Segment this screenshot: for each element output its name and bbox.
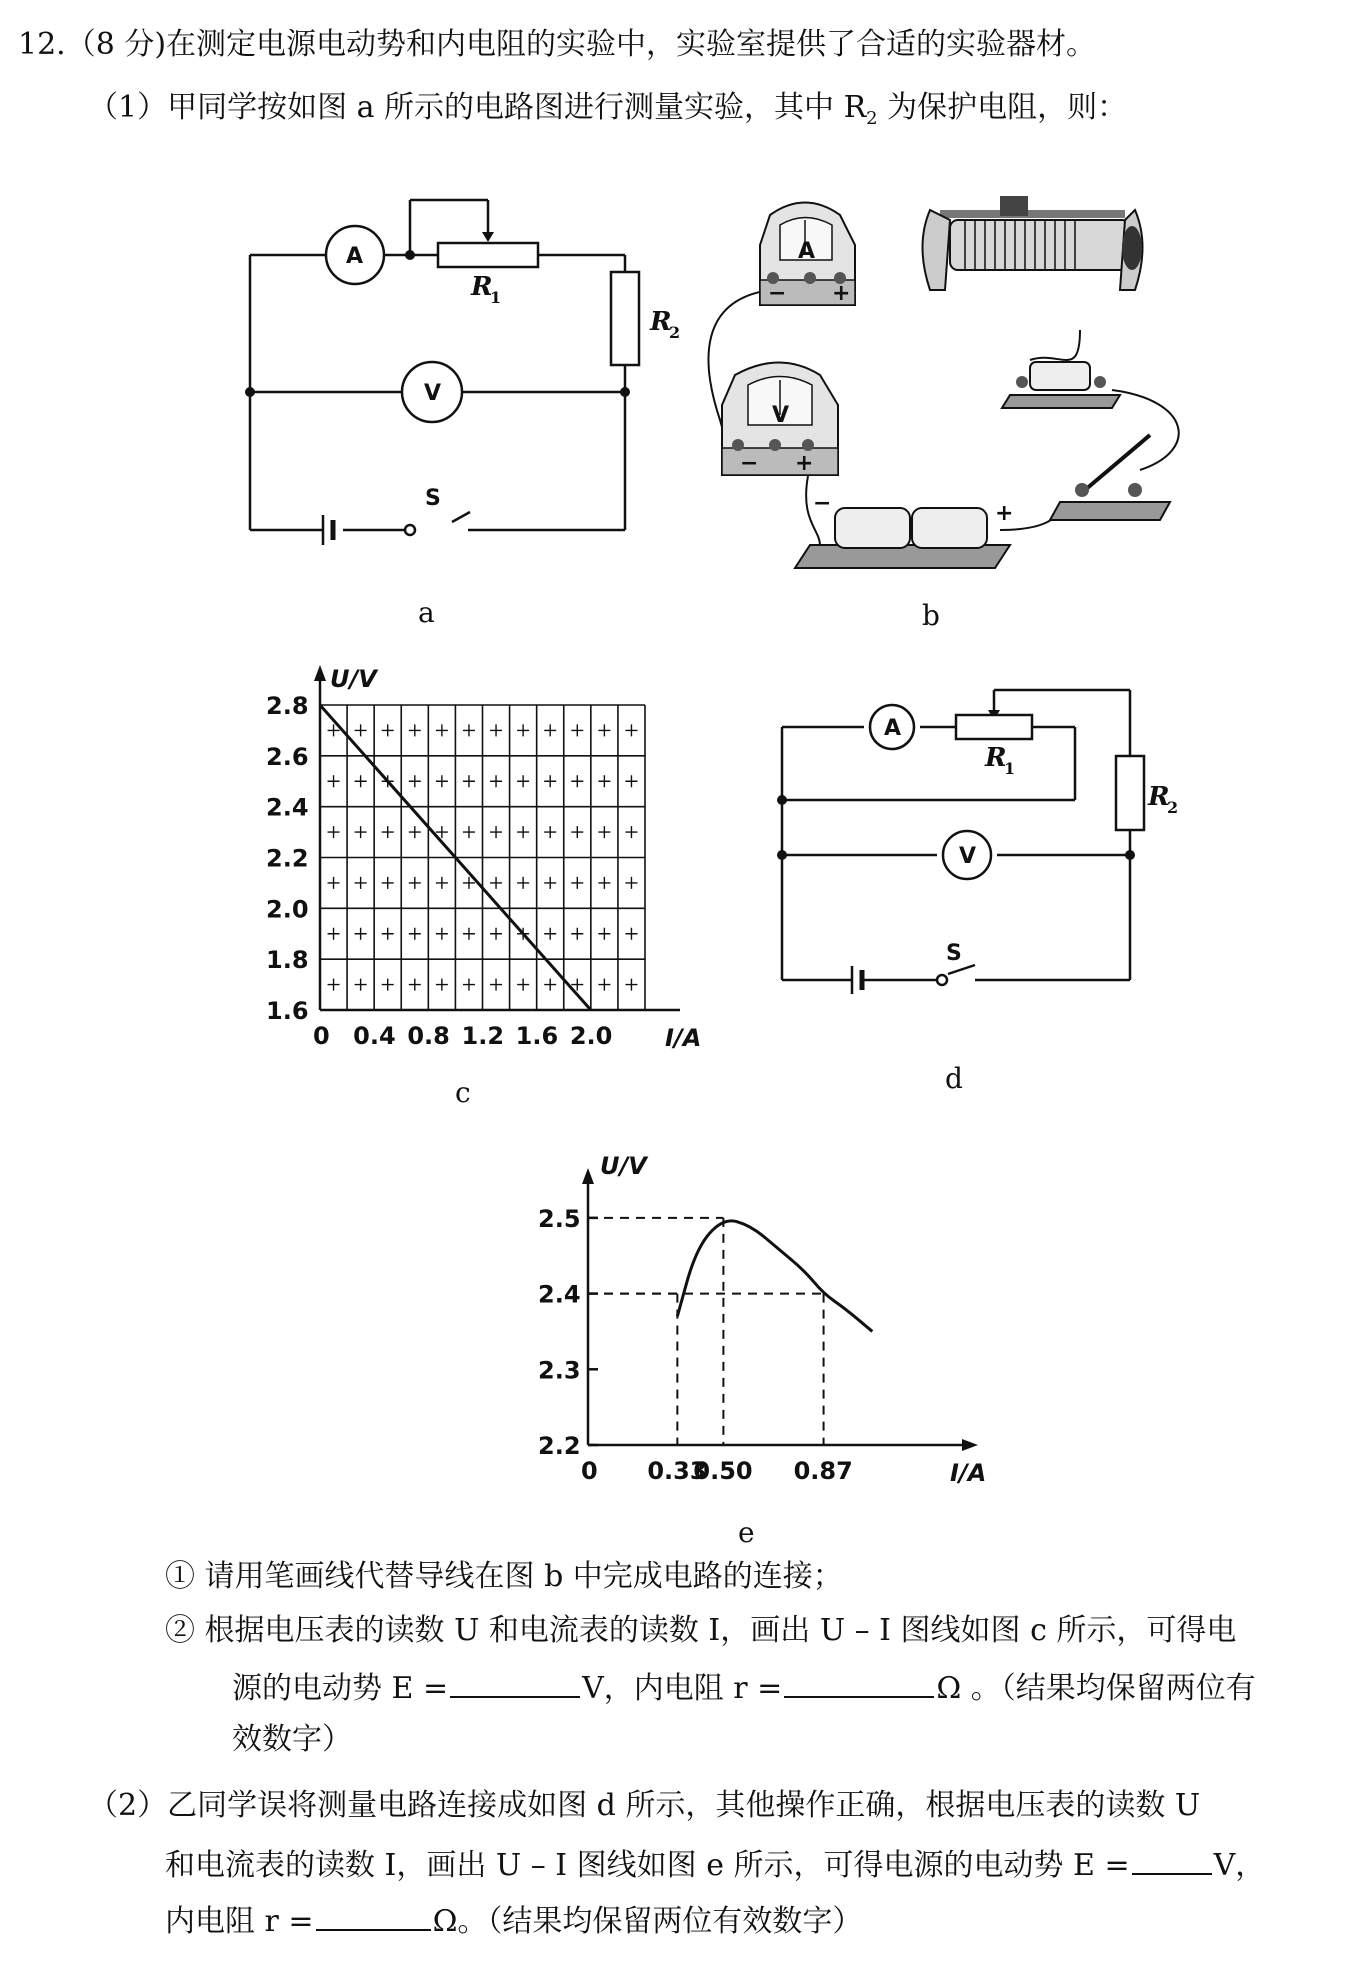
- chart-c-x-tick-label: 0: [313, 1022, 330, 1050]
- figure-a-switch-label: S: [425, 486, 441, 511]
- part-2-text-a: 和电流表的读数 I，画出 U – I 图线如图 e 所示，可得电源的电动势 E =: [165, 1848, 1130, 1883]
- chart-e-y-tick-label: 2.3: [538, 1356, 581, 1385]
- chart-e-x-tick-label: 0.50: [693, 1457, 753, 1485]
- chart-e-y-arrow: [582, 1168, 594, 1184]
- part-2-text-b: V，: [1213, 1848, 1266, 1883]
- item-2-text-c: Ω 。（结果均保留两位有: [936, 1671, 1256, 1706]
- figure-b-voltmeter-label: V: [772, 403, 790, 428]
- figure-a-ammeter-label: A: [346, 244, 364, 269]
- chart-e-y-tick-label: 2.4: [538, 1280, 581, 1309]
- item-2-text-b: V，内电阻 r =: [582, 1671, 783, 1706]
- chart-e-y-tick-label: 2.2: [538, 1432, 581, 1460]
- emf-answer-blank-1[interactable]: [450, 1666, 580, 1698]
- resistance-answer-blank-1[interactable]: [784, 1666, 934, 1698]
- figure-b-caption: b: [922, 599, 940, 632]
- figure-b-voltmeter-minus: −: [740, 451, 759, 476]
- part1-intro-text: （1）甲同学按如图 a 所示的电路图进行测量实验，其中 R: [88, 90, 867, 125]
- figure-d-r2-label: R: [1148, 782, 1170, 812]
- chart-c-caption: c: [455, 1076, 471, 1109]
- chart-c-y-tick-label: 2.8: [266, 692, 309, 720]
- figure-d-caption: d: [945, 1062, 963, 1095]
- part-2-text-d: Ω。（结果均保留两位有效数字）: [432, 1904, 863, 1939]
- figure-a-voltmeter-label: V: [424, 381, 442, 406]
- part1-intro-subscript: 2: [866, 108, 878, 129]
- chart-c-y-tick-label: 2.6: [266, 742, 309, 771]
- figure-a-r2-subscript: 2: [669, 323, 681, 342]
- figure-d-r1-subscript: 1: [1004, 759, 1016, 778]
- chart-c-x-tick-label: 2.0: [569, 1022, 613, 1050]
- chart-c-x-tick-label: 0.8: [407, 1022, 450, 1050]
- figure-b-battery-minus: −: [813, 491, 832, 516]
- figure-b-ammeter-minus: −: [768, 281, 787, 306]
- item-2-text-a: 源的电动势 E =: [232, 1671, 449, 1706]
- chart-c-y-tick-label: 1.8: [266, 946, 309, 975]
- figure-d-r2-subscript: 2: [1167, 798, 1179, 817]
- chart-c-y-tick-label: 2.4: [266, 793, 309, 822]
- figure-a-caption: a: [418, 596, 435, 629]
- figure-b-ammeter-label: A: [798, 239, 816, 264]
- chart-c-y-tick-label: 1.6: [266, 997, 309, 1025]
- chart-e-y-axis-label: U/V: [600, 1152, 647, 1180]
- chart-e-caption: e: [738, 1516, 755, 1549]
- figure-d-ammeter-label: A: [884, 716, 902, 741]
- resistance-answer-blank-2[interactable]: [316, 1899, 431, 1931]
- figure-b-voltmeter-plus: +: [795, 451, 814, 476]
- chart-c-y-axis-label: U/V: [330, 665, 377, 693]
- item-2-line-3: 效数字）: [232, 1722, 352, 1757]
- chart-c-x-axis-label: I/A: [665, 1024, 702, 1052]
- figure-b-battery-plus: +: [995, 501, 1014, 526]
- item-2-line-1: ② 根据电压表的读数 U 和电流表的读数 I，画出 U – I 图线如图 c 所示，可得电: [165, 1613, 1237, 1648]
- part-2-line-1: （2）乙同学误将测量电路连接成如图 d 所示，其他操作正确，根据电压表的读数 U: [88, 1788, 1201, 1823]
- chart-c-x-tick-label: 0.4: [353, 1022, 396, 1050]
- chart-c-x-tick-label: 1.6: [515, 1022, 559, 1050]
- question-header: 12.（8 分)在测定电源电动势和内电阻的实验中，实验室提供了合适的实验器材。: [18, 27, 1097, 62]
- emf-answer-blank-2[interactable]: [1132, 1843, 1212, 1875]
- part1-intro-tail: 为保护电阻，则：: [877, 90, 1128, 125]
- part-2-line-2: [165, 1843, 1265, 1886]
- figure-d-voltmeter-label: V: [959, 844, 977, 869]
- chart-e-y-tick-label: 2.5: [538, 1204, 581, 1233]
- item-1: ① 请用笔画线代替导线在图 b 中完成电路的连接；: [165, 1559, 843, 1594]
- figure-d-switch-label: S: [946, 941, 962, 966]
- figure-a-r1-label: R: [471, 272, 493, 302]
- chart-c-x-tick-label: 1.2: [461, 1022, 505, 1050]
- chart-c-y-tick-label: 2.0: [266, 895, 309, 924]
- chart-e-x-tick-label: 0.33: [647, 1457, 707, 1485]
- figure-a-r1-subscript: 1: [490, 288, 502, 307]
- chart-e-series-curve: [677, 1221, 872, 1332]
- chart-e-x-tick-label: 0: [581, 1457, 598, 1485]
- chart-c-y-tick-label: 2.2: [266, 844, 309, 873]
- chart-e-x-axis-label: I/A: [950, 1459, 987, 1487]
- figure-d-r1-label: R: [985, 743, 1007, 773]
- item-2-line-2: [232, 1666, 1256, 1709]
- part-2-text-c: 内电阻 r =: [165, 1904, 314, 1939]
- chart-e-x-arrow: [962, 1439, 978, 1451]
- chart-e-x-tick-label: 0.87: [793, 1457, 853, 1485]
- figure-b-ammeter-plus: +: [832, 281, 851, 306]
- figure-a-r2-label: R: [650, 307, 672, 337]
- part-2-line-3: [165, 1899, 862, 1942]
